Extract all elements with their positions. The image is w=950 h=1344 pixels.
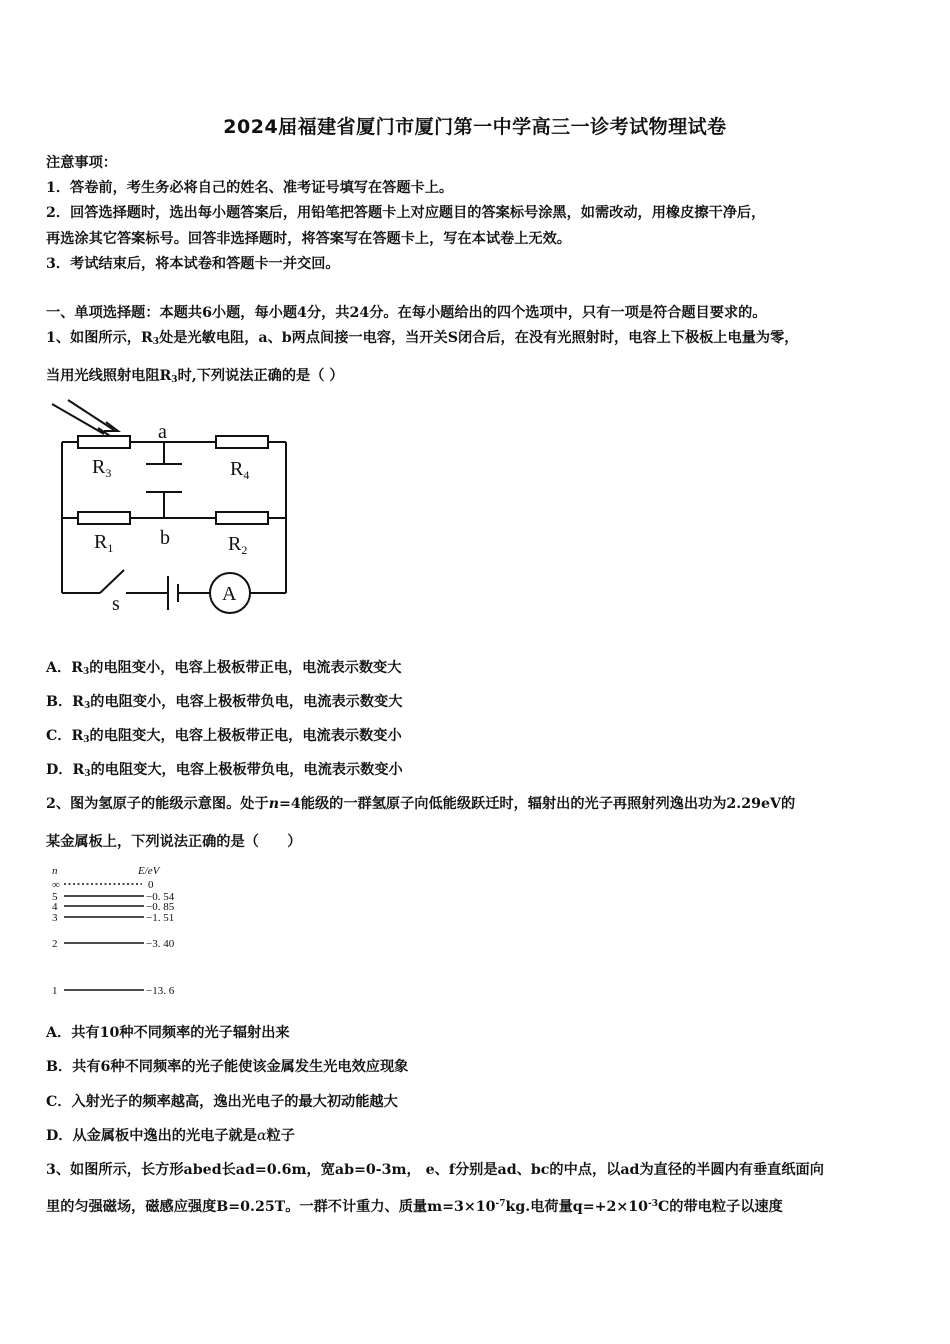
switch-s (100, 570, 124, 593)
level-n: ∞ (52, 879, 60, 891)
level-n: 2 (52, 938, 58, 950)
label-a: a (158, 421, 167, 443)
level-n: 3 (52, 912, 58, 924)
level-energy: −13. 6 (146, 985, 175, 997)
q1-option-d: D．$R_3$的电阻变大，电容上极板带负电，电流表示数变小 (46, 762, 403, 779)
level-energy: 0 (148, 879, 154, 891)
q1-stem: 1、如图所示，$R_3$处是光敏电阻，a、b两点间接一电容，当开关S闭合后，在没有光照射时，电容上下极板上电量为零， (46, 330, 799, 347)
level-energy: −0. 85 (146, 901, 175, 913)
level-n: 4 (52, 901, 58, 913)
q2-option-d: D．从金属板中逸出的光电子就是α粒子 (46, 1128, 295, 1144)
q2-stem-line2: 某金属板上，下列说法正确的是（ ） (46, 834, 302, 850)
label-s: s (112, 593, 120, 615)
q3-stem-line2: 里的匀强磁场，磁感应强度B=0.25T。一群不计重力、质量$m=3\times 10^{-7}kg$.电荷量$q=+2\times 10^{-3}C$的带电粒子以速度 (46, 1199, 783, 1215)
e-header: E/eV (138, 865, 160, 877)
notice-item: 2．回答选择题时，选出每小题答案后，用铅笔把答题卡上对应题目的答案标号涂黑，如需改动，用橡皮擦干净后， (46, 205, 766, 221)
light-arrowhead (104, 422, 118, 431)
q2-option-a: A．共有10种不同频率的光子辐射出来 (46, 1025, 290, 1041)
label-r2: $R_2$ (228, 533, 248, 557)
label-ammeter: A (222, 583, 237, 605)
notice-item: 3．考试结束后，将本试卷和答题卡一并交回。 (46, 256, 340, 272)
level-energy: −1. 51 (146, 912, 175, 924)
q1-stem-line2: 当用光线照射电阻$R_3$时,下列说法正确的是（ ） (46, 368, 344, 385)
resistor-r4 (216, 436, 268, 448)
resistor-r2 (216, 512, 268, 524)
q1-option-c: C．$R_3$的电阻变大，电容上极板带正电，电流表示数变小 (46, 728, 402, 745)
q1-option-b: B．$R_3$的电阻变小，电容上极板带负电，电流表示数变大 (46, 694, 403, 711)
q2-option-b: B．共有6种不同频率的光子能使该金属发生光电效应现象 (46, 1059, 409, 1075)
page-title: 2024届福建省厦门市厦门第一中学高三一诊考试物理试卷 (223, 116, 727, 138)
level-energy: −0. 54 (146, 891, 175, 903)
section-heading: 一、单项选择题：本题共6小题，每小题4分，共24分。在每小题给出的四个选项中，只有一项是符合题目要求的。 (46, 305, 767, 321)
notice-item: 1．答卷前，考生务必将自己的姓名、准考证号填写在答题卡上。 (46, 180, 454, 196)
notice-heading: 注意事项： (46, 155, 117, 171)
notice-item: 再选涂其它答案标号。回答非选择题时，将答案写在答题卡上，写在本试卷上无效。 (46, 231, 571, 247)
energy-level-diagram (50, 864, 200, 1000)
resistor-r3 (78, 436, 130, 448)
label-b: b (160, 527, 170, 549)
q3-stem: 3、如图所示，长方形abed长ad=0.6m，宽ab=0-3m， e、f分别是ad、bc的中点，以ad为直径的半圆内有垂直纸面向 (46, 1162, 824, 1178)
level-n: 1 (52, 985, 58, 997)
resistor-r1 (78, 512, 130, 524)
q1-option-a: A．$R_3$的电阻变小，电容上极板带正电，电流表示数变大 (46, 660, 402, 677)
circuit-diagram (46, 398, 306, 618)
q2-option-c: C．入射光子的频率越高，逸出光电子的最大初动能越大 (46, 1094, 398, 1110)
alpha-symbol: α (256, 1128, 267, 1144)
level-n: 5 (52, 891, 58, 903)
q2-stem: 2、图为氢原子的能级示意图。处于n=4能级的一群氢原子向低能级跃迁时，辐射出的光子再照射列逸出功为2.29eV的 (46, 796, 796, 812)
n-header: n (52, 865, 58, 877)
label-r4: $R_4$ (230, 458, 250, 482)
label-r3: $R_3$ (92, 456, 112, 480)
level-energy: −3. 40 (146, 938, 175, 950)
label-r1: $R_1$ (94, 531, 114, 555)
